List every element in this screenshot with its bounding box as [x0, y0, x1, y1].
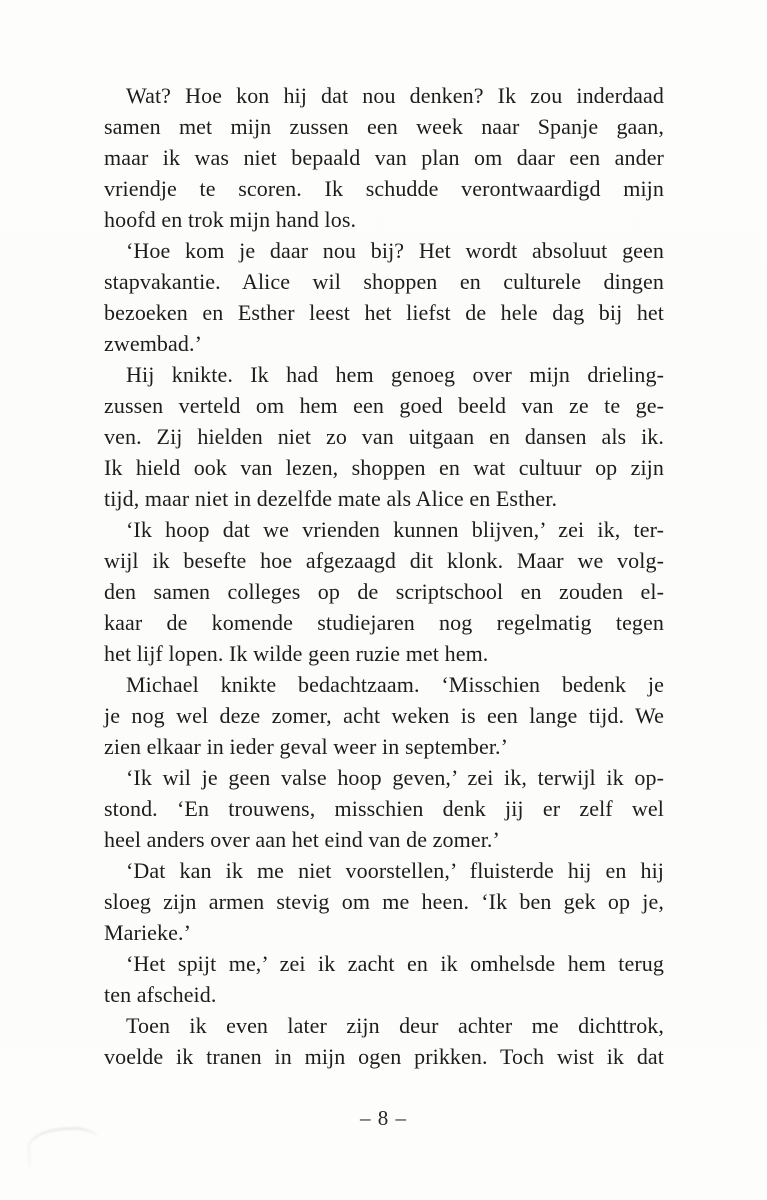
text-line: zien elkaar in ieder geval weer in september.’ [104, 734, 509, 759]
text-line: zwembad.’ [104, 331, 203, 356]
paragraph [104, 762, 664, 855]
paragraph [104, 359, 664, 514]
text-line: vriendje te scoren. Ik schudde verontwaardigd mijn [104, 176, 664, 201]
text-line: bezoeken en Esther leest het liefst de hele dag bij het [104, 300, 664, 325]
text-line: hoofd en trok mijn hand los. [104, 207, 357, 232]
paragraph [104, 669, 664, 762]
text-line: ‘Ik wil je geen valse hoop geven,’ zei ik, terwijl ik op- [126, 765, 664, 790]
text-line: ‘Ik hoop dat we vrienden kunnen blijven,’ zei ik, ter- [126, 517, 664, 542]
paragraph [104, 514, 664, 669]
text-line: Toen ik even later zijn deur achter me dichttrok, [126, 1013, 664, 1038]
text-line: den samen colleges op de scriptschool en zouden el- [104, 579, 664, 604]
text-line: ‘Dat kan ik me niet voorstellen,’ fluisterde hij en hij [126, 858, 664, 883]
text-line: stond. ‘En trouwens, misschien denk jij er zelf wel [104, 796, 664, 821]
text-line: stapvakantie. Alice wil shoppen en culturele dingen [104, 269, 664, 294]
paragraph [104, 80, 664, 235]
text-line: kaar de komende studiejaren nog regelmatig tegen [104, 610, 664, 635]
text-line: ven. Zij hielden niet zo van uitgaan en dansen als ik. [104, 424, 664, 449]
text-line: sloeg zijn armen stevig om me heen. ‘Ik ben gek op je, [104, 889, 664, 914]
text-line: Michael knikte bedachtzaam. ‘Misschien bedenk je [126, 672, 664, 697]
page-number: – 8 – [360, 1106, 407, 1130]
text-line: wijl ik besefte hoe afgezaagd dit klonk. Maar we volg- [104, 548, 664, 573]
text-line: tijd, maar niet in dezelfde mate als Alice en Esther. [104, 486, 558, 511]
text-line: je nog wel deze zomer, acht weken is een lange tijd. We [104, 703, 664, 728]
text-line: heel anders over aan het eind van de zomer.’ [104, 827, 500, 852]
text-line: samen met mijn zussen een week naar Spanje gaan, [104, 114, 664, 139]
paragraph [104, 855, 664, 948]
paragraph [104, 235, 664, 359]
text-line: Marieke.’ [104, 920, 192, 945]
text-line: maar ik was niet bepaald van plan om daar een ander [104, 145, 664, 170]
text-block [104, 80, 664, 1072]
paragraph [104, 948, 664, 1010]
paragraph [104, 1010, 664, 1072]
scan-artifact [27, 1126, 100, 1167]
text-line: Hij knikte. Ik had hem genoeg over mijn drieling- [126, 362, 664, 387]
text-line: ten afscheid. [104, 982, 217, 1007]
text-line: het lijf lopen. Ik wilde geen ruzie met hem. [104, 641, 489, 666]
text-line: ‘Het spijt me,’ zei ik zacht en ik omhelsde hem terug [126, 951, 664, 976]
text-line: ‘Hoe kom je daar nou bij? Het wordt absoluut geen [126, 238, 664, 263]
text-line: Ik hield ook van lezen, shoppen en wat cultuur op zijn [104, 455, 664, 480]
text-line: zussen verteld om hem een goed beeld van ze te ge- [104, 393, 664, 418]
text-line: Wat? Hoe kon hij dat nou denken? Ik zou inderdaad [126, 83, 664, 108]
text-line: voelde ik tranen in mijn ogen prikken. Toch wist ik dat [104, 1044, 664, 1069]
